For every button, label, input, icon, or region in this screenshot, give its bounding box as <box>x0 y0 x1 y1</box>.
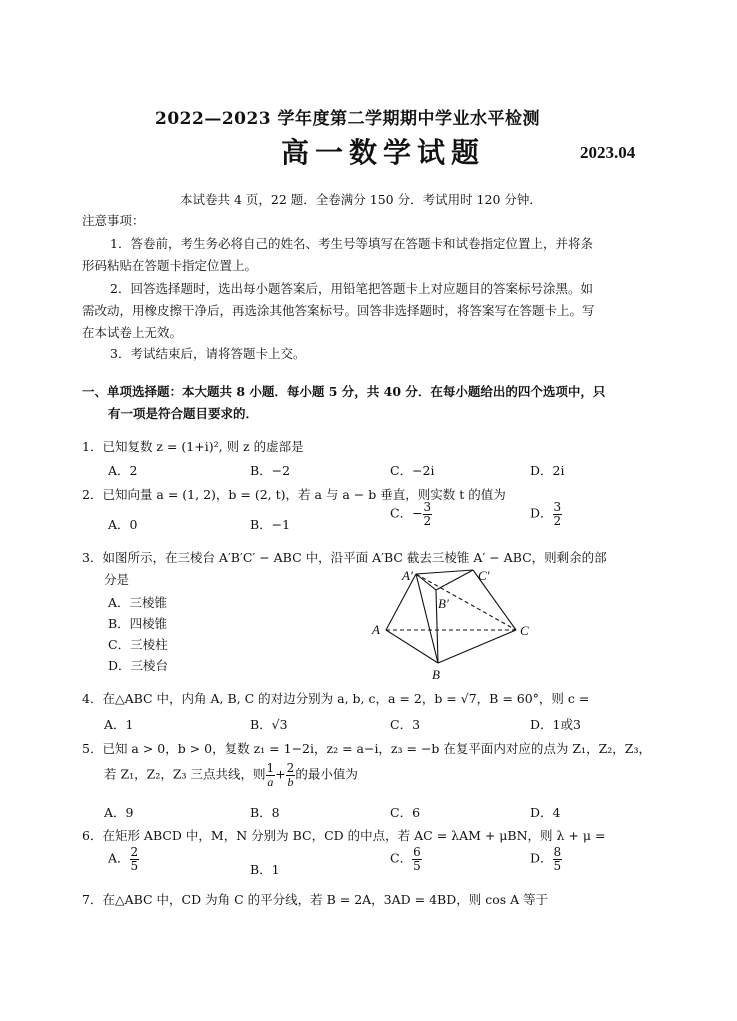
q6-option-a: A． $\frac{2}{5}$ <box>108 845 139 873</box>
q2-option-a: A．0 <box>108 517 138 532</box>
notice-3: 3．考试结束后，请将答题卡上交。 <box>110 346 306 361</box>
q3-option-b: B．四棱锥 <box>108 616 168 631</box>
q6-option-b: B．1 <box>250 862 280 877</box>
q3-stem-cont: 分是 <box>104 572 130 587</box>
edge-B1C1 <box>436 570 473 590</box>
q1-option-d: D．2i <box>530 463 565 478</box>
label-B: B <box>432 667 440 682</box>
notice-2b: 需改动，用橡皮擦干净后，再选涂其他答案标号。回答非选择题时，将答案写在答题卡上。写 <box>82 303 595 318</box>
q2-stem: 2．已知向量 a = (1, 2)，b = (2, t)，若 a 与 a − b 垂直，则实数 t 的值为 <box>82 487 506 502</box>
q2-option-c: C．− $\frac{3}{2}$ <box>390 500 432 528</box>
exam-title: 2022—2023 学年度第二学期期中学业水平检测 <box>155 109 541 129</box>
q1-option-b: B．−2 <box>250 463 291 478</box>
notice-heading: 注意事项： <box>82 213 145 228</box>
q4-option-d: D．1或3 <box>530 717 581 732</box>
q1-stem: 1．已知复数 z = (1+i)², 则 z 的虚部是 <box>82 439 304 454</box>
q1-option-a: A．2 <box>108 463 138 478</box>
q5-option-b: B．8 <box>250 805 280 820</box>
q4-stem: 4．在△ABC 中，内角 A, B, C 的对边分别为 a, b, c，a = 2，b = √7，B = 60°，则 c = <box>82 691 590 706</box>
edge-A1B <box>416 574 438 663</box>
q4-option-c: C．3 <box>390 717 421 732</box>
edge-AB <box>386 630 438 663</box>
notice-1b: 形码粘贴在答题卡指定位置上。 <box>82 258 258 273</box>
q6-stem: 6．在矩形 ABCD 中，M，N 分别为 BC，CD 的中点，若 AC = λAM + μBN，则 λ + μ = <box>82 828 606 843</box>
label-B1: B′ <box>438 596 449 611</box>
label-C: C <box>520 623 529 638</box>
section-heading-cont: 有一项是符合题目要求的． <box>108 406 259 421</box>
q2-option-b: B．−1 <box>250 517 291 532</box>
label-A: A <box>372 622 380 637</box>
q3-option-c: C．三棱柱 <box>108 637 168 652</box>
edge-BC <box>438 630 516 663</box>
exam-date: 2023.04 <box>580 143 636 162</box>
q3-stem: 3．如图所示，在三棱台 A′B′C′ − ABC 中，沿平面 A′BC 截去三棱锥 A′ − ABC，则剩余的部 <box>82 550 607 565</box>
subject-title: 高一数学试题 <box>281 136 486 169</box>
q5-option-d: D．4 <box>530 805 561 820</box>
exam-summary: 本试卷共 4 页，22 题．全卷满分 150 分．考试用时 120 分钟． <box>180 192 542 207</box>
q1-option-c: C．−2i <box>390 463 435 478</box>
q6-option-d: D． $\frac{8}{5}$ <box>530 845 562 873</box>
label-C1: C′ <box>478 568 490 583</box>
label-A1: A′ <box>402 568 413 583</box>
frustum-figure <box>360 560 550 685</box>
q2-option-d: D． $\frac{3}{2}$ <box>530 500 562 528</box>
q6-option-c: C． $\frac{6}{5}$ <box>390 845 421 873</box>
edge-A1C-hidden <box>416 574 516 630</box>
q5-stem: 5．已知 a > 0，b > 0，复数 z₁ = 1−2i，z₂ = a−i，z₃ = −b 在复平面内对应的点为 Z₁，Z₂，Z₃， <box>82 741 651 756</box>
notice-1a: 1．答卷前，考生务必将自己的姓名、考生号等填写在答题卡和试卷指定位置上，并将条 <box>110 236 593 251</box>
q5-option-a: A．9 <box>104 805 134 820</box>
q5-stem-cont: 若 Z₁，Z₂，Z₃ 三点共线，则 $\frac{1}{a}$ + $\frac{2}{b}$ 的最小值为 <box>104 761 358 789</box>
section-heading: 一、单项选择题：本大题共 8 小题．每小题 5 分，共 40 分．在每小题给出的四个选项中，只 <box>82 384 606 399</box>
q3-option-d: D．三棱台 <box>108 658 169 673</box>
edge-A1C1 <box>416 570 473 574</box>
q5-option-c: C．6 <box>390 805 421 820</box>
q3-option-a: A．三棱锥 <box>108 595 168 610</box>
q4-option-b: B．√3 <box>250 717 288 732</box>
q7-stem: 7．在△ABC 中，CD 为角 C 的平分线，若 B = 2A，3AD = 4BD，则 cos A 等于 <box>82 892 549 907</box>
notice-2a: 2．回答选择题时，选出每小题答案后，用铅笔把答题卡上对应题目的答案标号涂黑。如 <box>110 281 593 296</box>
q4-option-a: A．1 <box>104 717 134 732</box>
notice-2c: 在本试卷上无效。 <box>82 325 183 340</box>
